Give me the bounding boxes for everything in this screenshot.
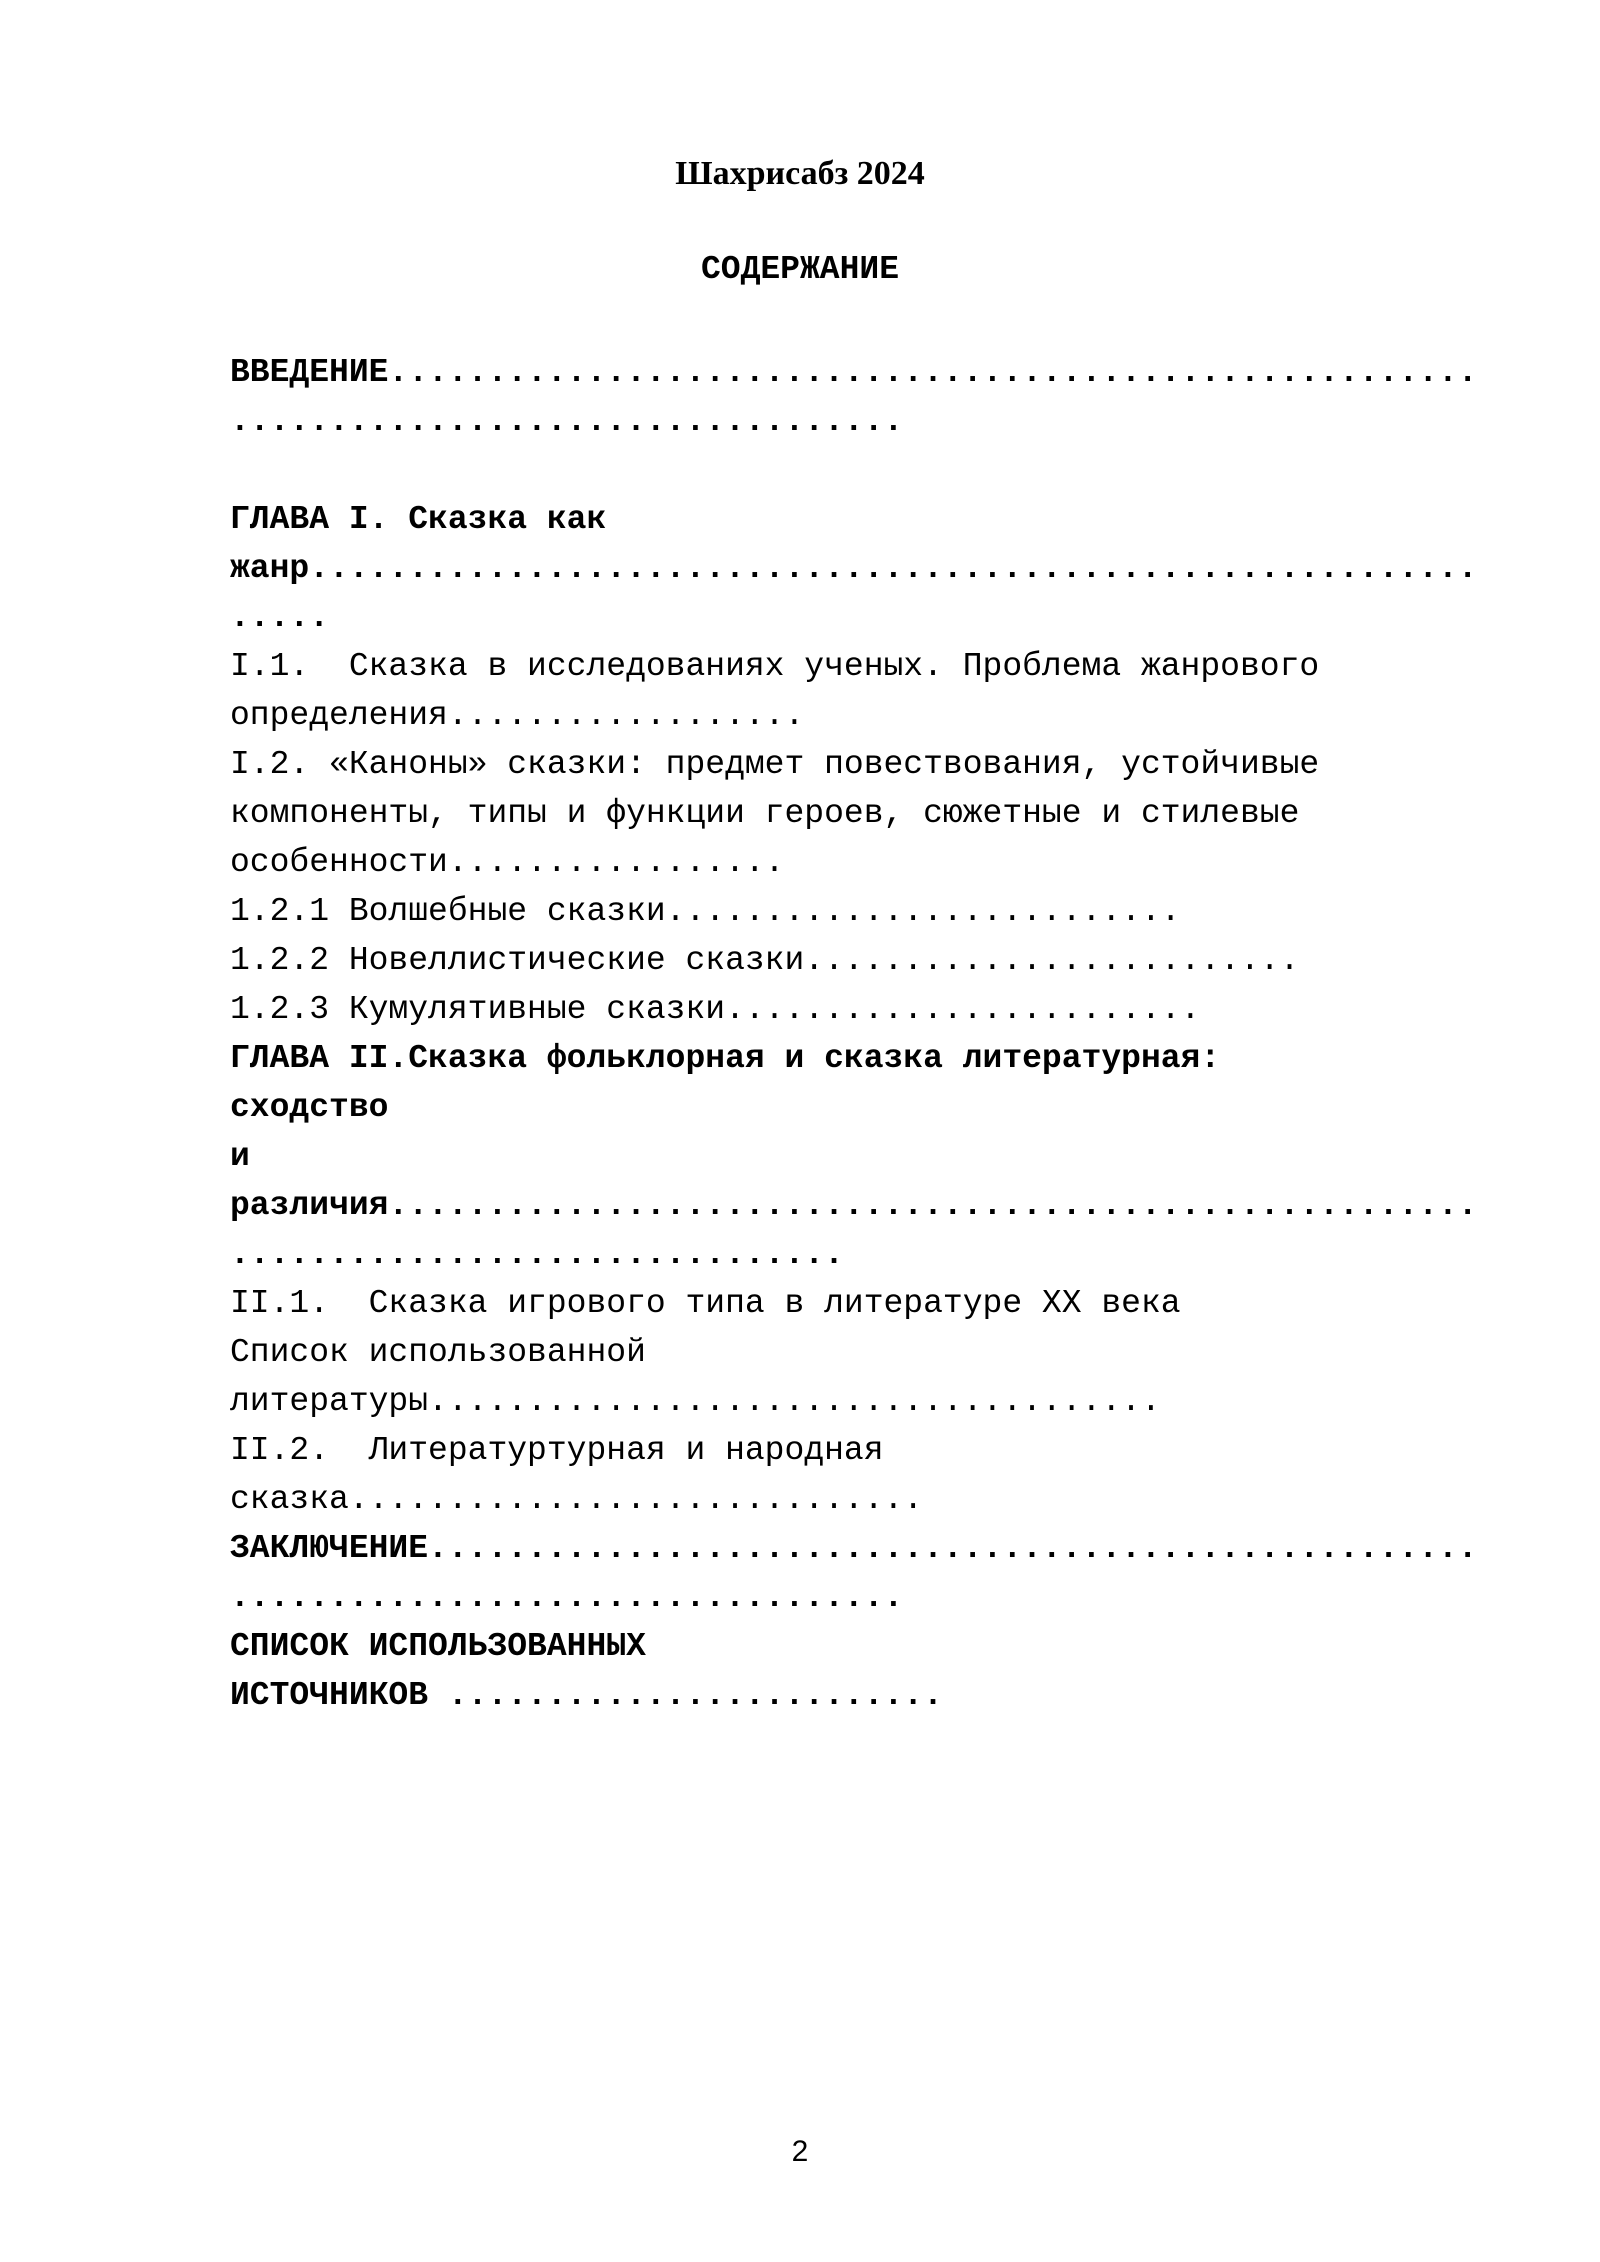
toc-line: ЗАКЛЮЧЕНИЕ.....................................................: [230, 1530, 1478, 1567]
toc-line: ..................................: [230, 1579, 904, 1616]
toc-line: ..................................: [230, 403, 904, 440]
toc-line: жанр...........................................................: [230, 550, 1478, 587]
toc-line: ГЛАВА II.Сказка фольклорная и сказка литературная:: [230, 1040, 1221, 1077]
toc-line: сходство: [230, 1089, 389, 1126]
toc-line: определения..................: [230, 697, 805, 734]
toc-line: сказка.............................: [230, 1481, 924, 1518]
toc-entry-section-1-2: [230, 740, 1490, 887]
toc-entry-section-1-1: [230, 642, 1490, 740]
toc-line: различия.......................................................: [230, 1187, 1478, 1224]
toc-entry-chapter-2: [230, 1034, 1490, 1279]
toc-line: II.2. Литературтурная и народная: [230, 1432, 884, 1469]
toc-entry-section-1-2-3: 1.2.3 Кумулятивные сказки........................: [230, 991, 1201, 1028]
toc-entry-intro: [230, 348, 1490, 446]
city-year-heading: Шахрисабз 2024: [675, 155, 925, 192]
toc-line: и: [230, 1138, 250, 1175]
toc-entry-sources: [230, 1622, 1490, 1720]
toc-line: .....: [230, 599, 330, 636]
toc-line: ГЛАВА I. Сказка как: [230, 501, 607, 538]
toc-line: II.1. Сказка игрового типа в литературе XX века: [230, 1285, 1181, 1322]
toc-line: I.1. Сказка в исследованиях ученых. Проблема жанрового: [230, 648, 1320, 685]
toc-line: I.2. «Каноны» сказки: предмет повествования, устойчивые: [230, 746, 1320, 783]
toc-entry-section-1-2-2: 1.2.2 Новеллистические сказки.........................: [230, 942, 1300, 979]
page-number: 2: [791, 2135, 809, 2168]
toc-line: ВВЕДЕНИЕ.......................................................: [230, 354, 1478, 391]
toc-entry-chapter-1: [230, 495, 1490, 642]
toc-entry-section-1-2-1: 1.2.1 Волшебные сказки..........................: [230, 893, 1181, 930]
toc-line: компоненты, типы и функции героев, сюжетные и стилевые: [230, 795, 1300, 832]
table-of-contents: [230, 348, 1490, 1720]
toc-spacer: [230, 446, 1490, 495]
toc-title: СОДЕРЖАНИЕ: [700, 251, 900, 288]
toc-entry-section-2-1: [230, 1279, 1490, 1426]
toc-entry-section-2-2: [230, 1426, 1490, 1524]
toc-line: особенности.................: [230, 844, 785, 881]
toc-line: ИСТОЧНИКОВ .........................: [230, 1677, 943, 1714]
toc-line: Список использованной: [230, 1334, 646, 1371]
toc-entry-conclusion: [230, 1524, 1490, 1622]
toc-line: литературы.....................................: [230, 1383, 1161, 1420]
toc-line: ...............................: [230, 1236, 844, 1273]
toc-line: СПИСОК ИСПОЛЬЗОВАННЫХ: [230, 1628, 646, 1665]
